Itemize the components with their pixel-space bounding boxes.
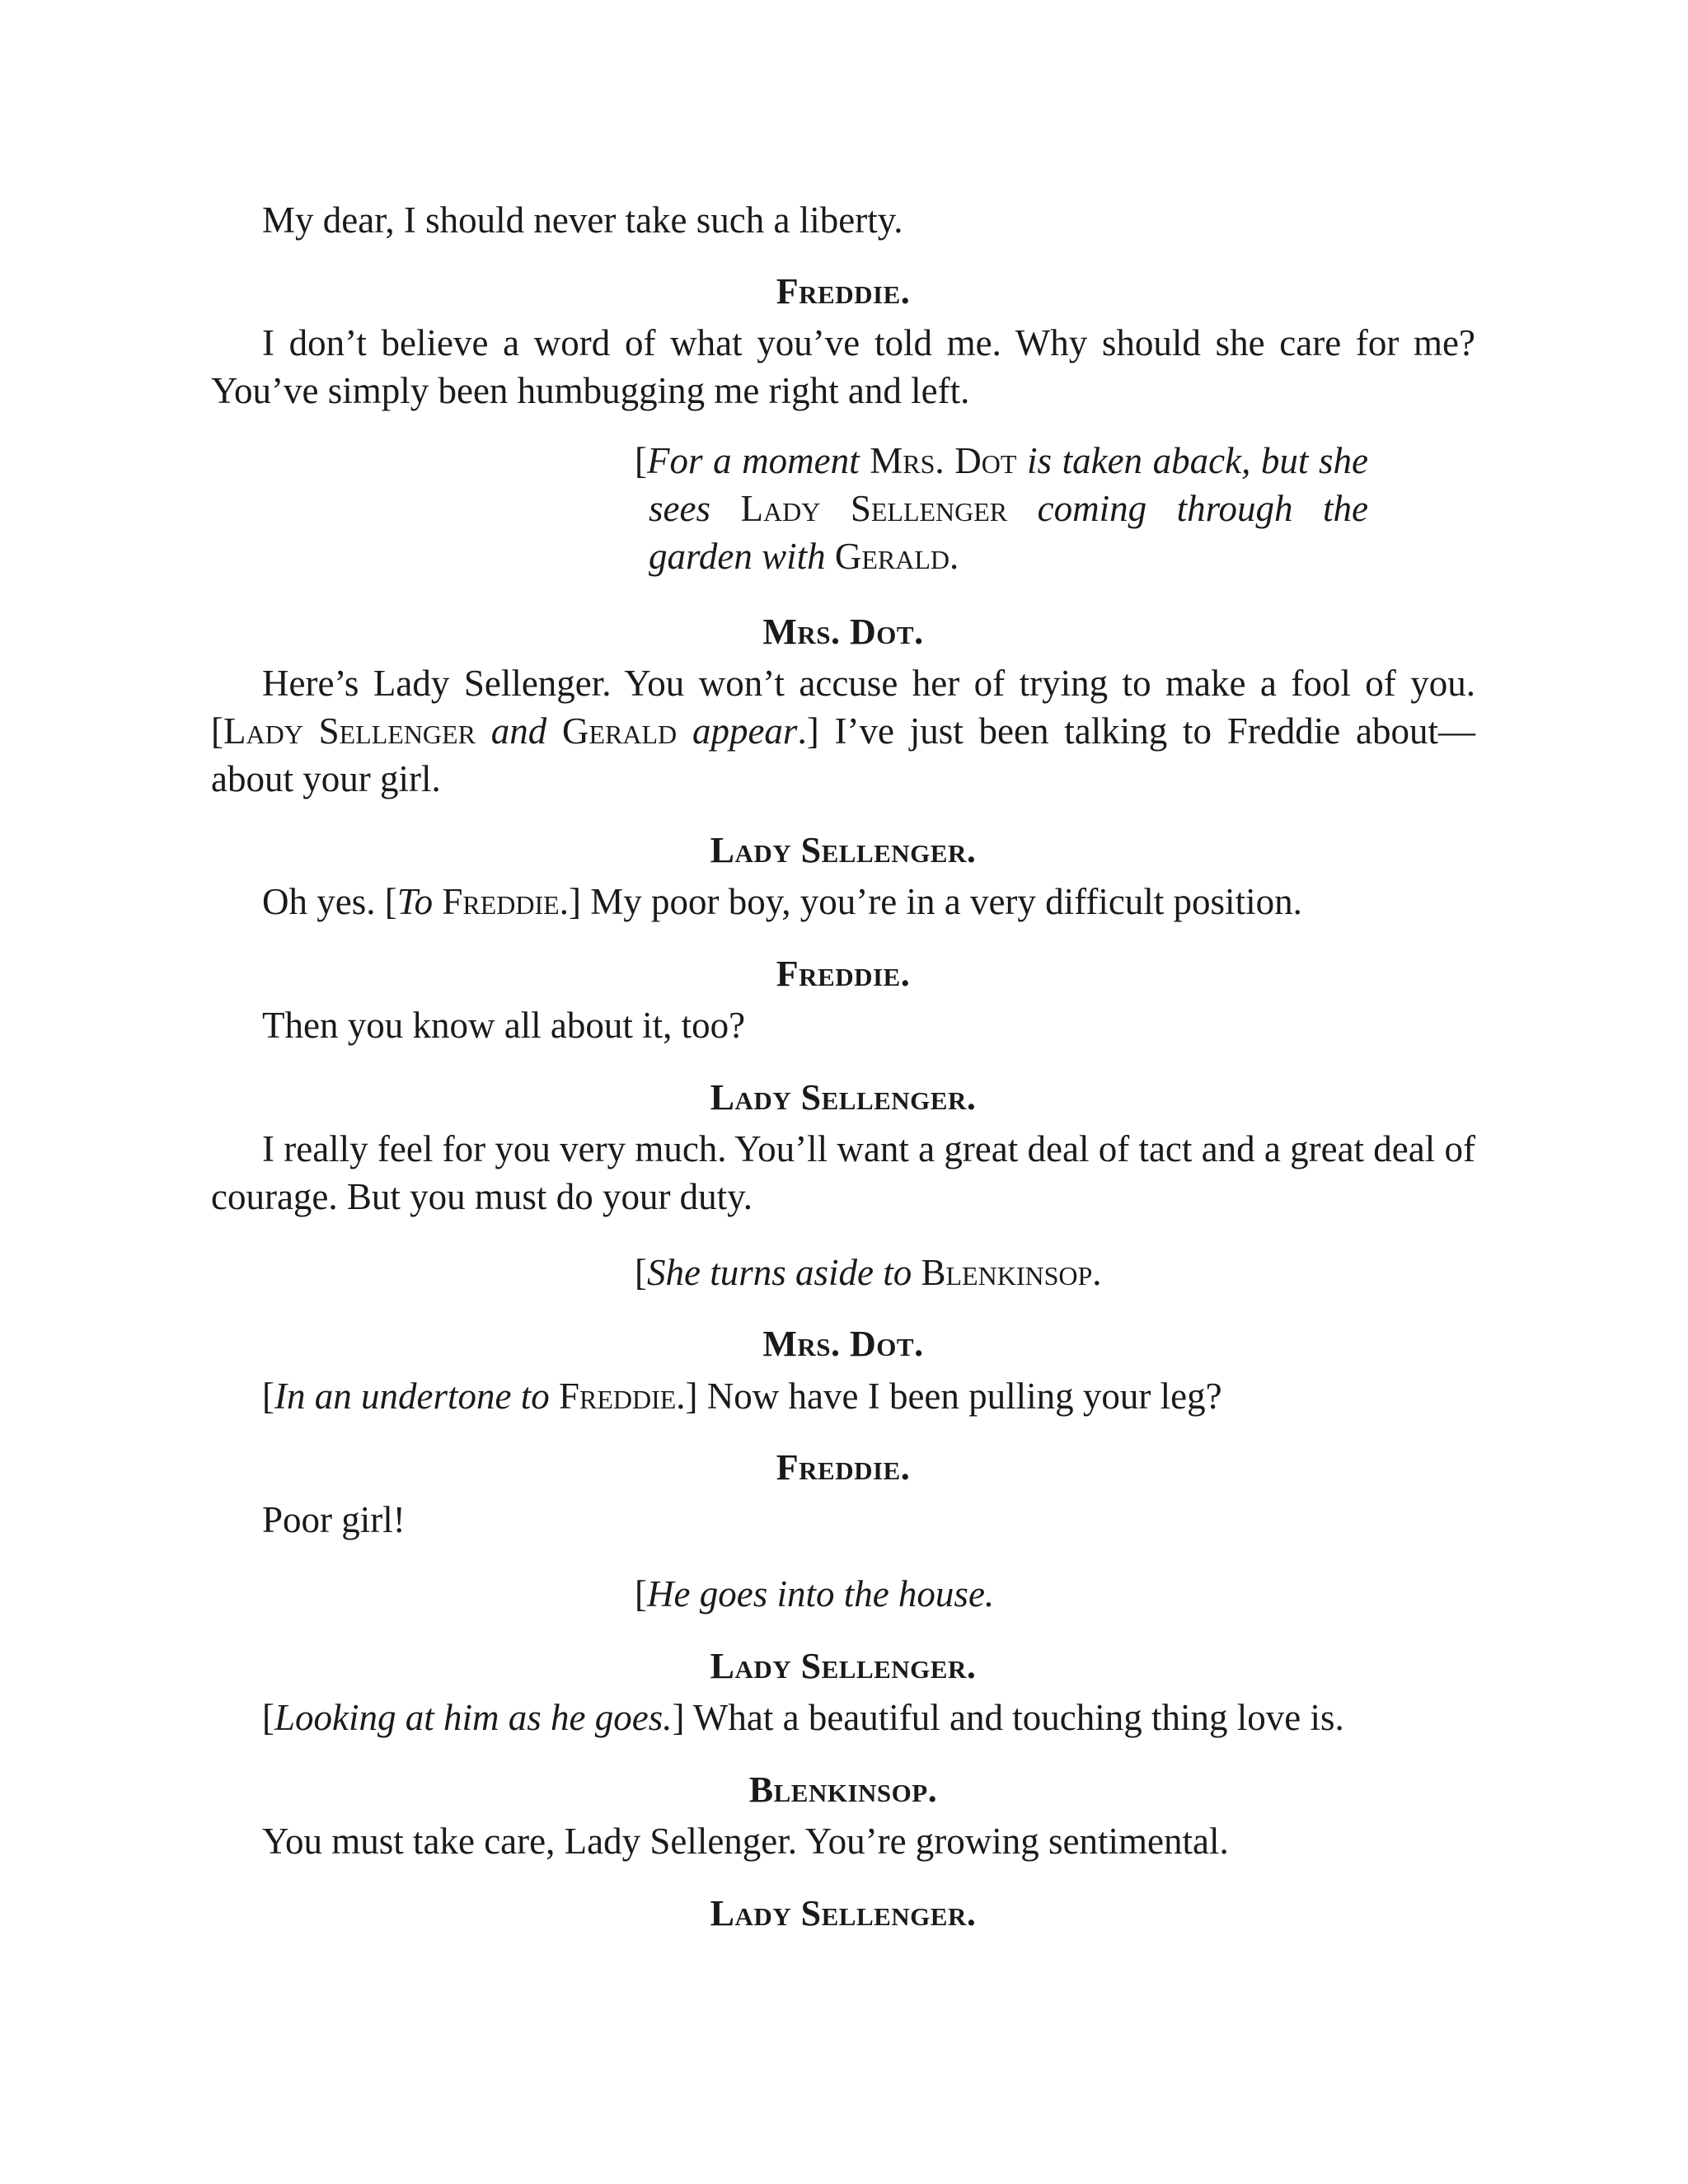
dialogue-line	[211, 659, 1475, 803]
dialogue-line: I don’t believe a word of what you’ve told me. Why should she care for me? You’ve simply been humbugging me right and left.	[211, 322, 1475, 411]
text-run: Here’s Lady Sellenger. You won’t accuse her of trying to make a fool of you. [	[211, 663, 1475, 752]
character-name: Freddie	[558, 1376, 677, 1417]
speaker-name: Freddie.	[776, 954, 911, 994]
dialogue-line	[211, 878, 1475, 926]
punctuation: .	[950, 536, 959, 577]
character-name: Gerald	[834, 536, 950, 577]
dialogue-line: Then you know all about it, too?	[262, 1005, 746, 1046]
speaker-name: Freddie.	[776, 1447, 911, 1488]
speaker-name: Blenkinsop.	[748, 1769, 938, 1810]
dialogue-line	[211, 1372, 1475, 1420]
stage-direction	[635, 1249, 1368, 1296]
speaker-name: Mrs. Dot.	[762, 1324, 924, 1364]
direction-text: To	[396, 881, 434, 922]
character-name: Blenkinsop	[921, 1252, 1093, 1293]
direction-text: appear	[677, 710, 798, 752]
speaker-name: Lady Sellenger.	[710, 1646, 977, 1686]
punctuation: .	[1092, 1252, 1102, 1293]
direction-text: She turns aside to	[647, 1252, 921, 1293]
dialogue-line: My dear, I should never take such a liberty.	[262, 199, 903, 241]
stage-direction	[635, 1570, 1368, 1618]
speaker-name: Lady Sellenger.	[710, 1077, 977, 1118]
speaker-name: Freddie.	[776, 271, 911, 312]
character-name: Mrs. Dot	[870, 440, 1017, 481]
character-name: Gerald	[562, 710, 678, 752]
direction-text: For a moment	[647, 440, 870, 481]
direction-text: He goes into the house.	[647, 1573, 995, 1615]
text-run: Oh yes. [	[262, 881, 397, 922]
bracket: [	[635, 440, 647, 481]
character-name: Freddie	[442, 881, 560, 922]
bracket: [	[262, 1376, 274, 1417]
character-name: Lady Sellenger	[740, 488, 1008, 529]
text-run: .] My poor boy, you’re in a very difficult position.	[559, 881, 1302, 922]
speaker-name: Mrs. Dot.	[762, 612, 924, 652]
bracket: [	[635, 1252, 647, 1293]
character-name: Lady Sellenger	[223, 710, 476, 752]
text-run: .] I’ve just been talking to Freddie about—about your girl.	[211, 710, 1476, 799]
bracket: [	[635, 1573, 647, 1615]
speaker-name: Lady Sellenger.	[710, 1893, 977, 1933]
direction-text: coming through the garden with	[649, 488, 1368, 577]
dialogue-line	[211, 1694, 1475, 1741]
stage-direction	[635, 437, 1368, 580]
dialogue-line: You must take care, Lady Sellenger. You’re growing sentimental.	[262, 1821, 1229, 1862]
direction-text: Looking at him as he goes.	[274, 1697, 673, 1738]
direction-text: and	[475, 710, 563, 752]
direction-text: is taken aback, but she sees	[649, 440, 1368, 529]
dialogue-line: Poor girl!	[262, 1499, 406, 1540]
text-run	[433, 881, 442, 922]
text-run: .] Now have I been pulling your leg?	[676, 1376, 1222, 1417]
dialogue-line: I really feel for you very much. You’ll want a great deal of tact and a great deal of courage. But you must do your duty.	[211, 1128, 1475, 1217]
direction-text: In an undertone to	[274, 1376, 559, 1417]
text-run: ] What a beautiful and touching thing love is.	[672, 1697, 1344, 1738]
speaker-name: Lady Sellenger.	[710, 830, 977, 870]
bracket: [	[262, 1697, 274, 1738]
